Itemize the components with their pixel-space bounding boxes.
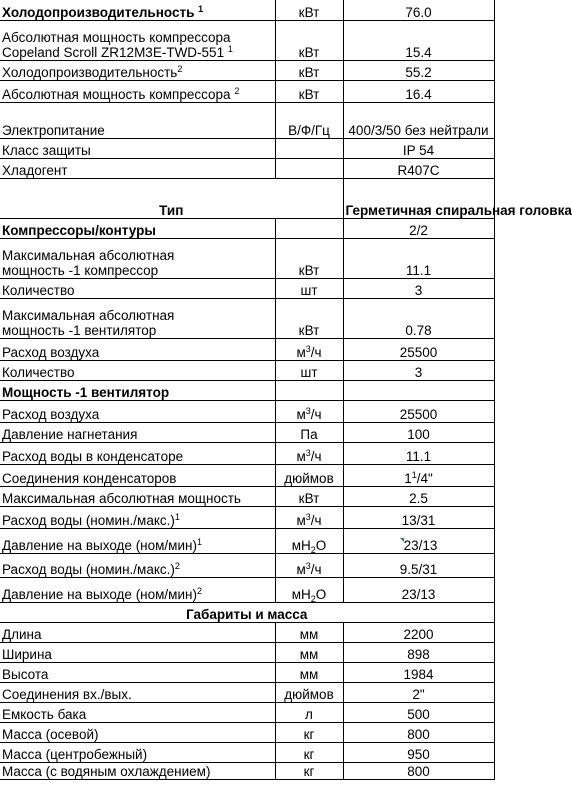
table-row [0, 442, 494, 464]
cell-label: Электропитание [0, 102, 275, 138]
cell-unit: $м^3/ч$ [275, 442, 343, 464]
cell-label: Расход воды (номин./макс.)$^2$ [0, 553, 275, 577]
cell-unit: $м^3/ч$ [275, 338, 343, 360]
cell-unit: В/Ф/Гц [275, 102, 343, 138]
cell-value: 2.5 [343, 486, 494, 506]
cell-unit: шт [275, 360, 343, 380]
cell-value: 15.4 [343, 20, 494, 60]
cell-value: 2" [343, 682, 494, 702]
table-row [0, 742, 494, 762]
table-row [0, 682, 494, 702]
cell-label: Высота [0, 662, 275, 682]
cell-label: Давление нагнетания [0, 422, 275, 442]
table-row [0, 278, 494, 298]
cell-value: R407C [343, 158, 494, 178]
cell-value: 11.1 [343, 238, 494, 278]
table-row [0, 60, 494, 80]
cell-label: Масса (с водяным охлаждением) [0, 762, 275, 779]
table-row [0, 486, 494, 506]
cell-value: 800 [343, 762, 494, 779]
table-row [0, 553, 494, 577]
cell-value: 11.1 [343, 442, 494, 464]
table-row [0, 158, 494, 178]
cell-type-label: Тип [0, 178, 343, 218]
cell-unit: мм [275, 642, 343, 662]
cell-label: Соединения конденсаторов [0, 464, 275, 486]
cell-value: 25500 [343, 338, 494, 360]
cell-unit: шт [275, 278, 343, 298]
table-row [0, 506, 494, 528]
table-row [0, 0, 494, 20]
cell-unit [275, 380, 343, 400]
table-row [0, 464, 494, 486]
cell-value: 950 [343, 742, 494, 762]
cell-value: 2/2 [343, 218, 494, 238]
cell-unit [275, 158, 343, 178]
table-row [0, 400, 494, 422]
cell-value: 3 [343, 360, 494, 380]
table-row [0, 762, 494, 779]
cell-value: 898 [343, 642, 494, 662]
section-heading: Мощность -1 вентилятор [0, 380, 275, 400]
cell-label: Абсолютная мощность компрессора Copeland Scroll ZR12M3E-TWD-551 $^1$ [0, 20, 275, 60]
table-row [0, 360, 494, 380]
cell-unit: кВт [275, 80, 343, 102]
cell-unit: дюймов [275, 682, 343, 702]
cell-label: Максимальная абсолютная мощность [0, 486, 275, 506]
table-row [0, 138, 494, 158]
cell-label: Масса (осевой) [0, 722, 275, 742]
cell-value: 800 [343, 722, 494, 742]
cell-unit [275, 138, 343, 158]
table-row [0, 238, 494, 278]
cell-label: Давление на выходе $(ном/мин)^2$ [0, 577, 275, 602]
table-row [0, 622, 494, 642]
cell-value: 13/31 [343, 506, 494, 528]
cell-unit: кВт [275, 20, 343, 60]
table-row [0, 577, 494, 602]
cell-unit: Па [275, 422, 343, 442]
cell-value: 76.0 [343, 0, 494, 20]
cell-unit: кВт [275, 0, 343, 20]
table-row [0, 80, 494, 102]
cell-label: Расход воды (номин./макс.)$^1$ [0, 506, 275, 528]
cell-comment-marker [400, 538, 404, 542]
cell-label: Давление на выходе $(ном/мин)^1$ [0, 528, 275, 553]
cell-label: Максимальная абсолютная мощность -1 компрессор [0, 238, 275, 278]
cell-unit: $м^3/ч$ [275, 506, 343, 528]
cell-label: Компрессоры/контуры [0, 218, 275, 238]
cell-label: Расход воздуха [0, 338, 275, 360]
table-row [0, 338, 494, 360]
cell-label: Расход воды в конденсаторе [0, 442, 275, 464]
cell-label: Максимальная абсолютная мощность -1 вентилятор [0, 298, 275, 338]
section-heading: Габариты и масса [0, 602, 494, 622]
cell-unit: мм [275, 662, 343, 682]
cell-label: Расход воздуха [0, 400, 275, 422]
cell-label: Соединения вх./вых. [0, 682, 275, 702]
cell-value: 400/3/50 без нейтрали [343, 102, 494, 138]
table-row [0, 662, 494, 682]
table-row [0, 380, 494, 400]
cell-label: Холодопроизводительность$^2$ [0, 60, 275, 80]
cell-unit: $м^3/ч$ [275, 553, 343, 577]
table-row [0, 20, 494, 60]
cell-value: IP 54 [343, 138, 494, 158]
cell-value: 23/13 [343, 577, 494, 602]
table-row [0, 298, 494, 338]
table-row [0, 702, 494, 722]
cell-label: Класс защиты [0, 138, 275, 158]
table-row [0, 602, 494, 622]
table-row [0, 642, 494, 662]
cell-unit: кг [275, 762, 343, 779]
cell-value: 25500 [343, 400, 494, 422]
cell-unit: кВт [275, 238, 343, 278]
cell-value: 1984 [343, 662, 494, 682]
cell-label: Ширина [0, 642, 275, 662]
cell-label: Количество [0, 360, 275, 380]
table-row [0, 218, 494, 238]
table-row [0, 722, 494, 742]
table-row [0, 178, 494, 218]
cell-unit: кВт [275, 60, 343, 80]
table-row [0, 528, 494, 553]
cell-label: Масса (центробежный) [0, 742, 275, 762]
cell-value: 500 [343, 702, 494, 722]
cell-value: 100 [343, 422, 494, 442]
cell-unit: $м^3/ч$ [275, 400, 343, 422]
cell-value: 0.78 [343, 298, 494, 338]
cell-unit: $мН_2О$ [275, 577, 343, 602]
cell-value: 9.5/31 [343, 553, 494, 577]
cell-value: 16.4 [343, 80, 494, 102]
cell-label: Хладогент [0, 158, 275, 178]
cell-unit [275, 218, 343, 238]
cell-unit: кВт [275, 486, 343, 506]
table-row [0, 422, 494, 442]
cell-unit: кг [275, 742, 343, 762]
cell-type-value: Герметичная спиральная головка [343, 178, 494, 218]
cell-value: $1^1/4$" [343, 464, 494, 486]
table-row [0, 102, 494, 138]
cell-value: 55.2 [343, 60, 494, 80]
cell-value: 3 [343, 278, 494, 298]
cell-label: Емкость бака [0, 702, 275, 722]
cell-value: 2200 [343, 622, 494, 642]
cell-unit: дюймов [275, 464, 343, 486]
cell-unit: мм [275, 622, 343, 642]
cell-label: Холодопроизводительность $^1$ [0, 0, 275, 20]
cell-label: Длина [0, 622, 275, 642]
cell-label: Количество [0, 278, 275, 298]
cell-value: 23/13 [343, 528, 494, 553]
cell-unit: кг [275, 722, 343, 742]
cell-value [343, 380, 494, 400]
cell-label: Абсолютная мощность компрессора $^2$ [0, 80, 275, 102]
cell-unit: кВт [275, 298, 343, 338]
cell-unit: л [275, 702, 343, 722]
cell-unit: $мН_2О$ [275, 528, 343, 553]
